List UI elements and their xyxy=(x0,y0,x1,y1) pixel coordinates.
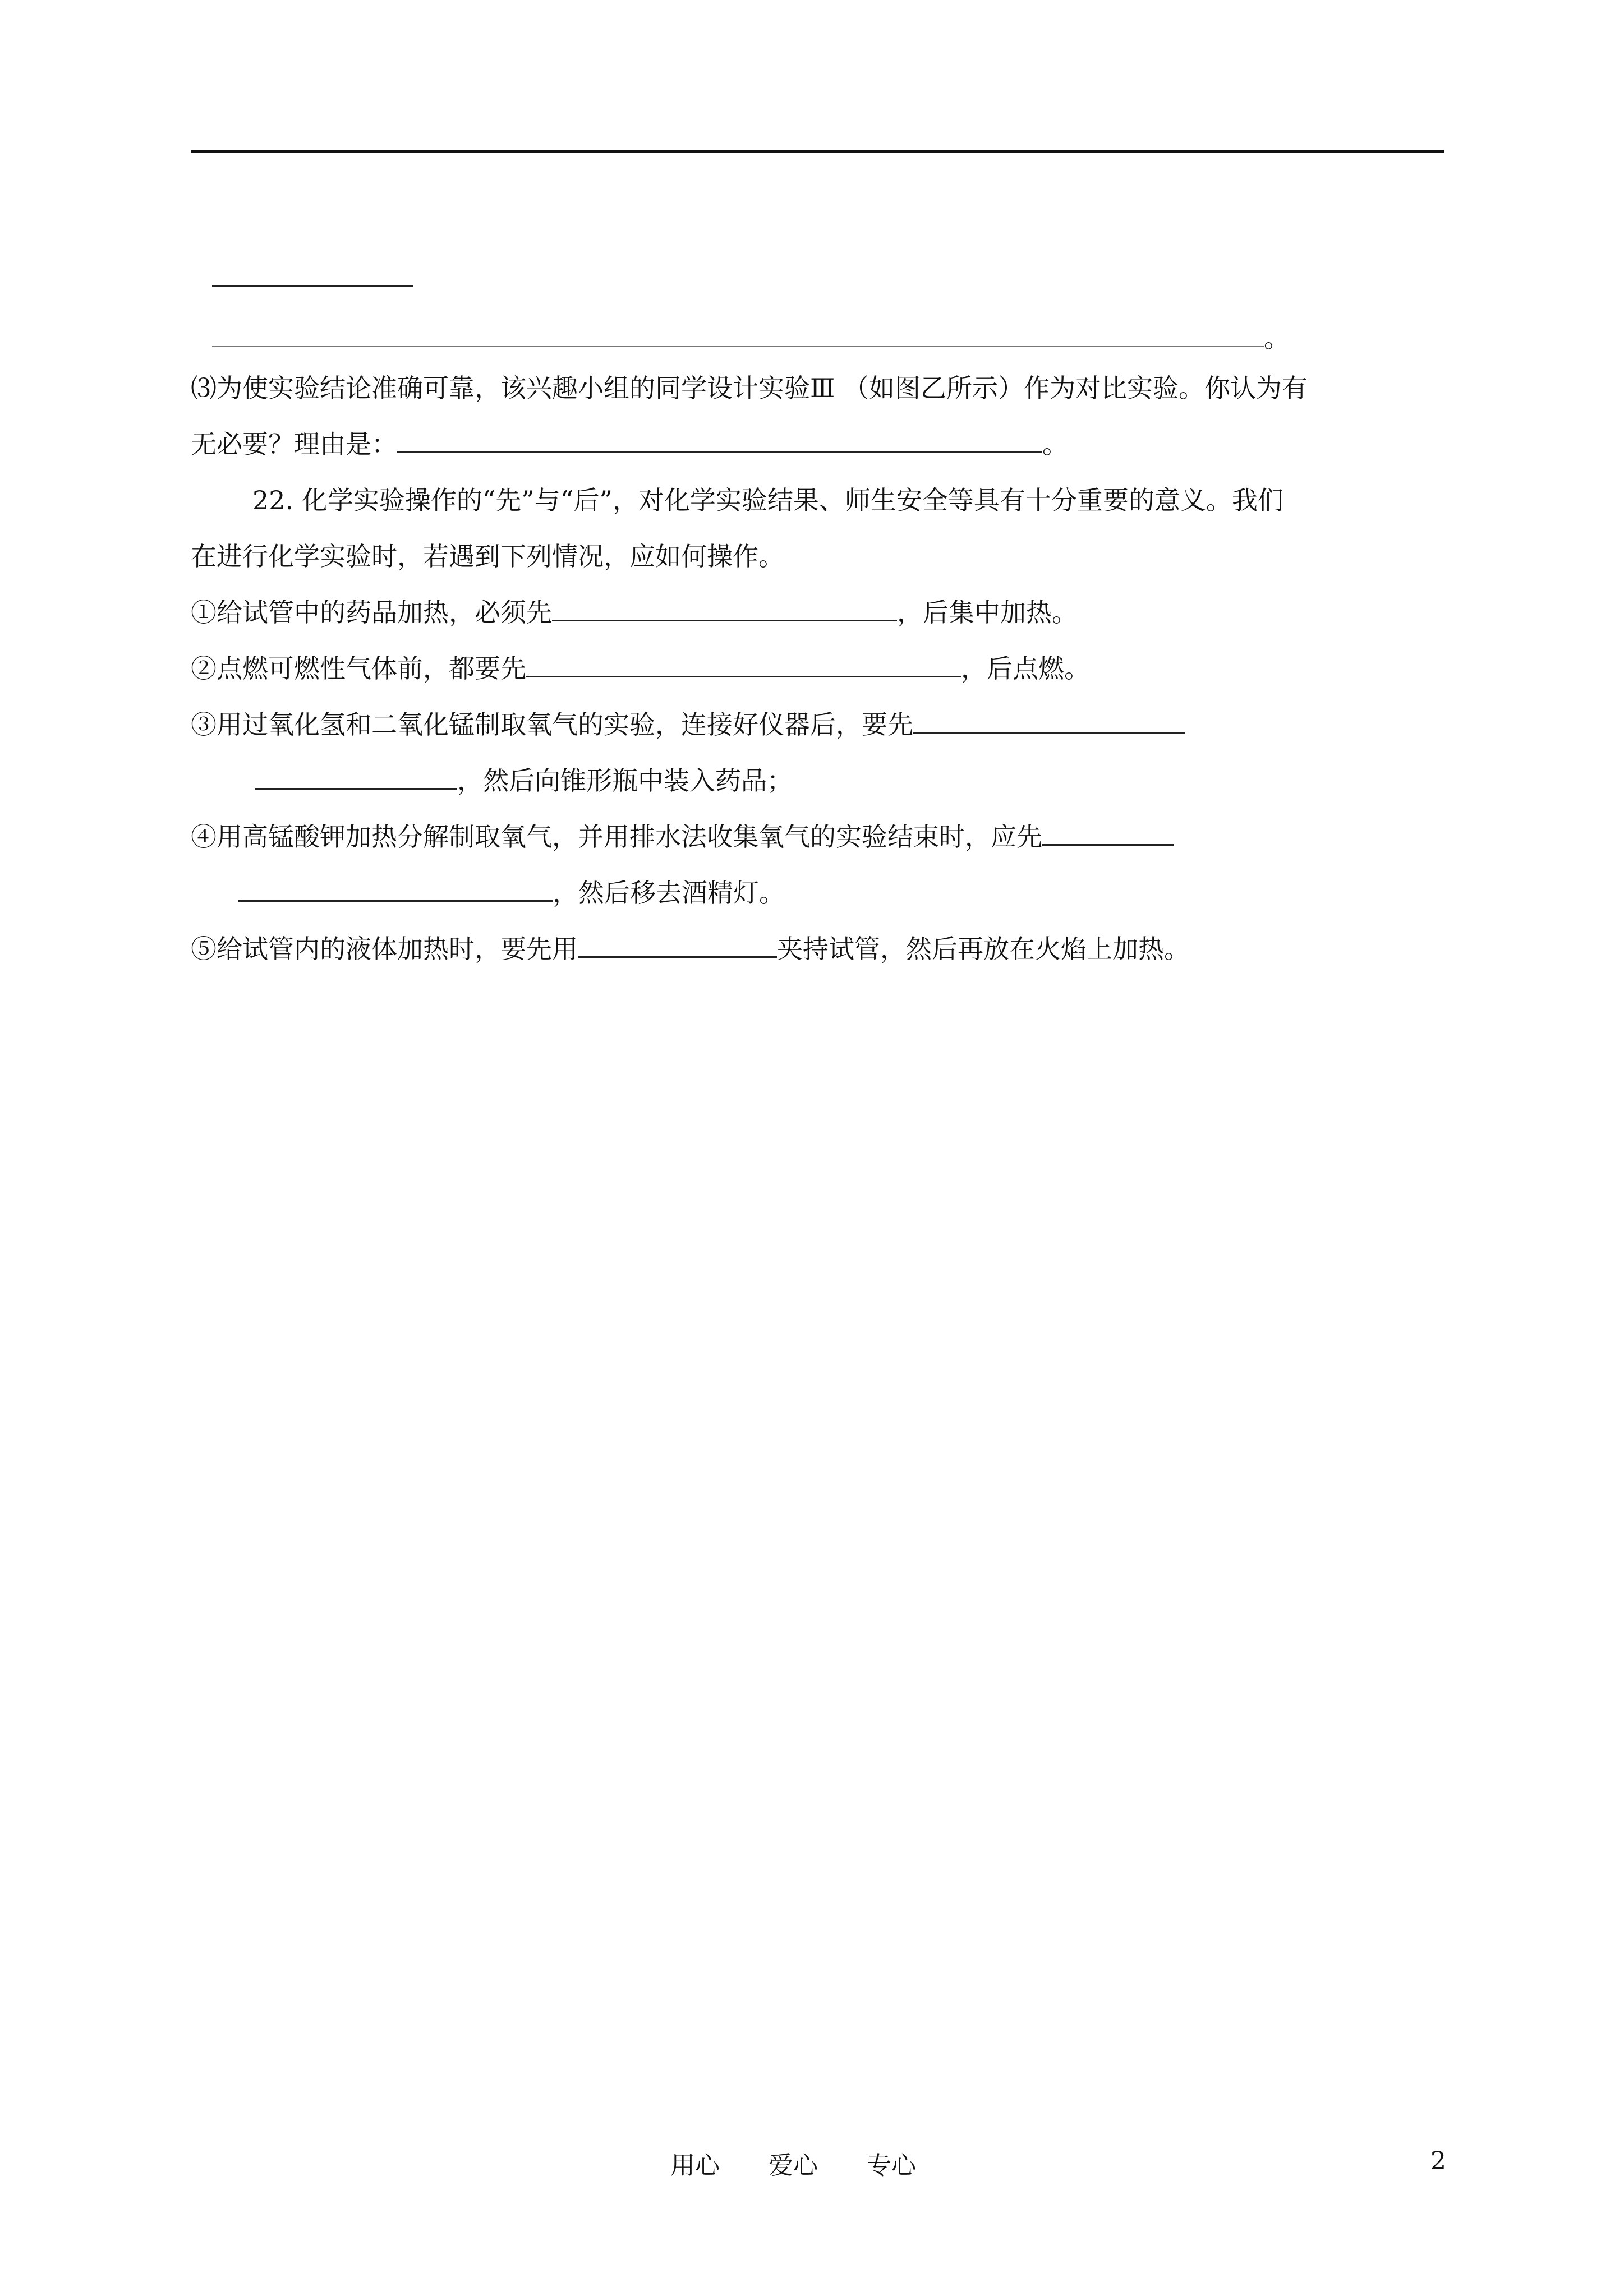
q22-item3-cont: ，然后向锥形瓶中装入药品； xyxy=(255,764,793,797)
reason-blank[interactable] xyxy=(397,429,1042,453)
end-mark: 。 xyxy=(1264,323,1290,353)
item3-blank-b[interactable] xyxy=(255,766,457,790)
item5-blank[interactable] xyxy=(578,934,777,958)
item2-blank[interactable] xyxy=(526,653,961,677)
q22-item3: ③用过氧化氢和二氧化锰制取氧气的实验，连接好仪器后，要先 xyxy=(191,708,1185,741)
q22-item4-cont: ，然后移去酒精灯。 xyxy=(238,876,785,910)
q22-intro-line2: 在进行化学实验时，若遇到下列情况，应如何操作。 xyxy=(191,541,784,571)
footer-text-3: 专心 xyxy=(867,2151,916,2180)
footer-text-1: 用心 xyxy=(670,2151,720,2180)
item4-blank-a[interactable] xyxy=(1042,822,1174,846)
q21-part3-line1: ⑶为使实验结论准确可靠，该兴趣小组的同学设计实验Ⅲ （如图乙所示）作为对比实验。你认为有 xyxy=(191,373,1308,403)
item1-blank[interactable] xyxy=(552,597,897,621)
answer-blank[interactable] xyxy=(212,324,1264,347)
q22-item2: ②点燃可燃性气体前，都要先 ，后点燃。 xyxy=(191,653,1090,684)
item4-blank-b[interactable] xyxy=(238,878,553,902)
header-rule xyxy=(191,150,1444,153)
q22-item5: ⑤给试管内的液体加热时，要先用 夹持试管，然后再放在火焰上加热。 xyxy=(191,934,1190,964)
answer-line-long-row xyxy=(212,321,1290,355)
answer-line-short xyxy=(212,285,413,287)
footer-text-2: 爱心 xyxy=(769,2151,818,2180)
q21-part3-line2: 无必要？理由是： 。 xyxy=(191,429,1068,459)
item3-blank-a[interactable] xyxy=(913,709,1185,734)
q22-intro-line1: 22. 化学实验操作的“先”与“后”，对化学实验结果、师生安全等具有十分重要的意义。我们 xyxy=(252,485,1283,515)
page-number: 2 xyxy=(1430,2147,1446,2175)
q22-item4: ④用高锰酸钾加热分解制取氧气，并用排水法收集氧气的实验结束时，应先 xyxy=(191,820,1174,854)
q22-item1: ①给试管中的药品加热，必须先 ，后集中加热。 xyxy=(191,597,1078,628)
